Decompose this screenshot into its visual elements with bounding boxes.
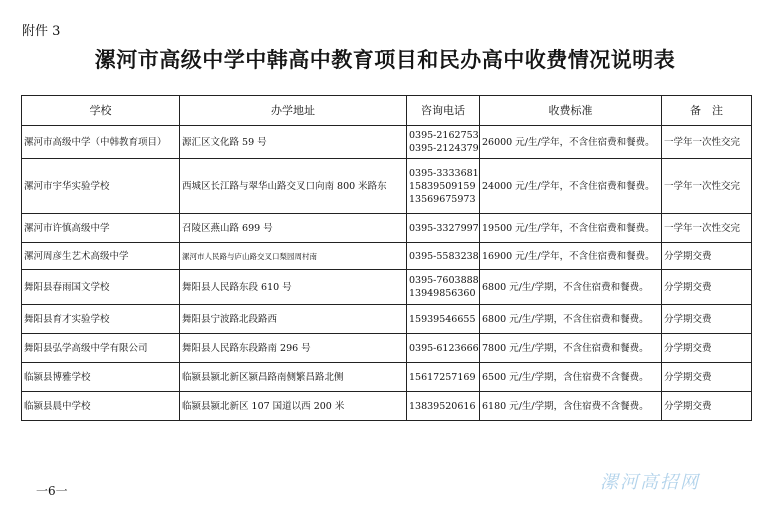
cell-address: 漯河市人民路与庐山路交叉口梨园周村南 bbox=[180, 243, 407, 270]
phone-line: 0395-2124379 bbox=[409, 143, 479, 154]
cell-note: 分学期交费 bbox=[662, 243, 752, 270]
phone-line: 0395-7603888 bbox=[409, 275, 479, 286]
phone-line: 13569675973 bbox=[409, 193, 476, 205]
cell-school: 漯河市宇华实验学校 bbox=[22, 159, 180, 214]
header-fee: 收费标准 bbox=[480, 96, 662, 126]
cell-fee: 6180 元/生/学期，含住宿费不含餐费。 bbox=[480, 392, 662, 421]
cell-address: 临颍县颍北新区 107 国道以西 200 米 bbox=[180, 392, 407, 421]
cell-phone bbox=[407, 159, 480, 214]
cell-phone bbox=[407, 270, 480, 305]
cell-fee: 24000 元/生/学年，不含住宿费和餐费。 bbox=[480, 159, 662, 214]
phone-line: 15939546655 bbox=[409, 313, 476, 325]
fee-table bbox=[21, 95, 752, 421]
cell-fee: 7800 元/生/学期，不含住宿费和餐费。 bbox=[480, 334, 662, 363]
cell-phone bbox=[407, 243, 480, 270]
cell-school: 舞阳县育才实验学校 bbox=[22, 305, 180, 334]
cell-school: 舞阳县弘学高级中学有限公司 bbox=[22, 334, 180, 363]
table-row bbox=[22, 363, 752, 392]
phone-line: 13839520616 bbox=[409, 400, 476, 412]
table-row bbox=[22, 243, 752, 270]
cell-fee: 6500 元/生/学期，含住宿费不含餐费。 bbox=[480, 363, 662, 392]
cell-note: 分学期交费 bbox=[662, 305, 752, 334]
phone-line: 15839509159 bbox=[409, 180, 476, 192]
table-header-row bbox=[22, 96, 752, 126]
cell-phone bbox=[407, 334, 480, 363]
header-address: 办学地址 bbox=[180, 96, 407, 126]
cell-address: 舞阳县宁波路北段路西 bbox=[180, 305, 407, 334]
cell-school: 舞阳县春雨国文学校 bbox=[22, 270, 180, 305]
cell-address: 源汇区文化路 59 号 bbox=[180, 126, 407, 159]
phone-line: 15617257169 bbox=[409, 371, 476, 383]
watermark: 漯河高招网 bbox=[600, 472, 700, 493]
cell-note: 分学期交费 bbox=[662, 334, 752, 363]
cell-fee: 6800 元/生/学期，不含住宿费和餐费。 bbox=[480, 270, 662, 305]
cell-school: 漯河市高级中学（中韩教育项目） bbox=[22, 126, 180, 159]
table-row bbox=[22, 392, 752, 421]
table-row bbox=[22, 126, 752, 159]
table-row bbox=[22, 159, 752, 214]
phone-line: 0395-6123666 bbox=[409, 342, 479, 354]
header-school: 学校 bbox=[22, 96, 180, 126]
phone-line: 0395-3333681 bbox=[409, 167, 479, 179]
phone-line: 0395-2162753 bbox=[409, 130, 479, 141]
table-row bbox=[22, 305, 752, 334]
cell-address: 舞阳县人民路东段路南 296 号 bbox=[180, 334, 407, 363]
cell-school: 漯河市许慎高级中学 bbox=[22, 214, 180, 243]
page-number: 一6一 bbox=[36, 484, 68, 498]
table-row bbox=[22, 214, 752, 243]
cell-note: 分学期交费 bbox=[662, 270, 752, 305]
cell-fee: 19500 元/生/学年，不含住宿费和餐费。 bbox=[480, 214, 662, 243]
table-row bbox=[22, 270, 752, 305]
cell-school: 漯河周彦生艺术高级中学 bbox=[22, 243, 180, 270]
cell-address: 召陵区燕山路 699 号 bbox=[180, 214, 407, 243]
cell-address: 舞阳县人民路东段 610 号 bbox=[180, 270, 407, 305]
cell-school: 临颍县博雅学校 bbox=[22, 363, 180, 392]
cell-note: 分学期交费 bbox=[662, 363, 752, 392]
cell-phone bbox=[407, 214, 480, 243]
cell-phone bbox=[407, 392, 480, 421]
cell-address: 临颍县颍北新区颍昌路南侧繁昌路北侧 bbox=[180, 363, 407, 392]
cell-note: 一学年一次性交完 bbox=[662, 126, 752, 159]
header-phone: 咨询电话 bbox=[407, 96, 480, 126]
cell-phone bbox=[407, 126, 480, 159]
page-title: 漯河市高级中学中韩高中教育项目和民办高中收费情况说明表 bbox=[94, 47, 676, 72]
table-row bbox=[22, 334, 752, 363]
cell-fee: 6800 元/生/学期，不含住宿费和餐费。 bbox=[480, 305, 662, 334]
cell-fee: 16900 元/生/学年，不含住宿费和餐费。 bbox=[480, 243, 662, 270]
phone-line: 0395-3327997 bbox=[409, 222, 479, 234]
cell-note: 一学年一次性交完 bbox=[662, 159, 752, 214]
attachment-label: 附件 3 bbox=[22, 24, 61, 39]
cell-phone bbox=[407, 305, 480, 334]
phone-line: 13949856360 bbox=[409, 288, 476, 299]
cell-note: 分学期交费 bbox=[662, 392, 752, 421]
cell-phone bbox=[407, 363, 480, 392]
cell-school: 临颍县晨中学校 bbox=[22, 392, 180, 421]
header-note: 备 注 bbox=[662, 96, 752, 126]
phone-line: 0395-5583238 bbox=[409, 250, 479, 262]
cell-fee: 26000 元/生/学年，不含住宿费和餐费。 bbox=[480, 126, 662, 159]
cell-note: 一学年一次性交完 bbox=[662, 214, 752, 243]
cell-address: 西城区长江路与翠华山路交叉口向南 800 米路东 bbox=[180, 159, 407, 214]
